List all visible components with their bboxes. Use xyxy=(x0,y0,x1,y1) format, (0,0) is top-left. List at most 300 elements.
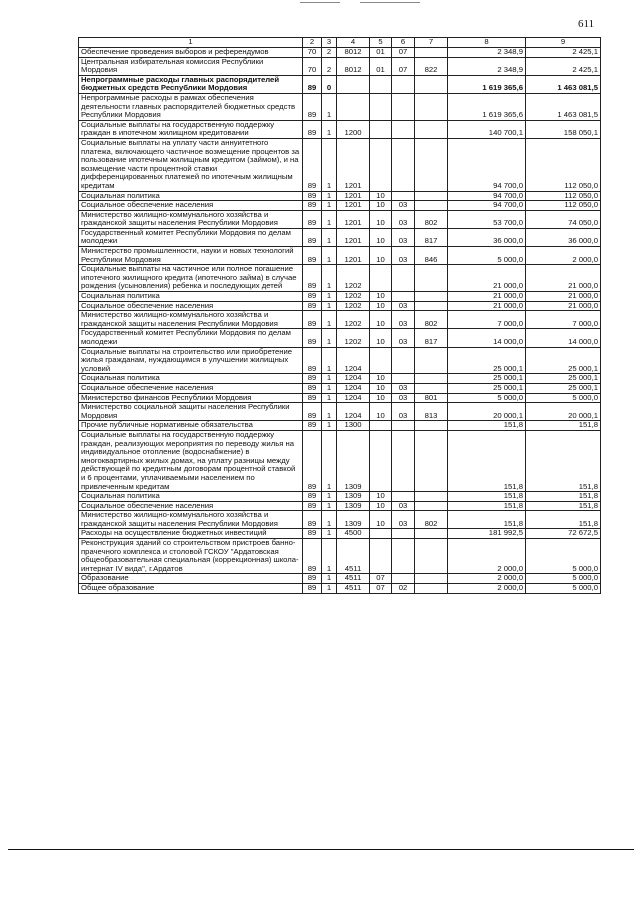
col-3-cell: 1 xyxy=(322,347,337,374)
col-4-cell: 1204 xyxy=(337,383,370,393)
col-2-cell: 89 xyxy=(303,138,322,191)
col-2-cell: 89 xyxy=(303,584,322,594)
col-6-cell: 03 xyxy=(392,393,415,403)
col-7-cell xyxy=(415,48,448,58)
col-5-cell: 10 xyxy=(370,301,392,311)
table-row xyxy=(79,57,601,75)
col-8-amount: 2 000,0 xyxy=(448,574,526,584)
col-9-amount: 7 000,0 xyxy=(526,311,601,329)
col-7-cell xyxy=(415,501,448,511)
column-header: 2 xyxy=(303,38,322,48)
col-4-cell: 1200 xyxy=(337,120,370,138)
row-label: Расходы на осуществление бюджетных инвестиций xyxy=(79,529,303,539)
col-6-cell xyxy=(392,93,415,120)
col-5-cell xyxy=(370,430,392,491)
col-9-amount: 151,8 xyxy=(526,501,601,511)
col-9-amount: 1 463 081,5 xyxy=(526,75,601,93)
col-5-cell: 10 xyxy=(370,311,392,329)
col-3-cell: 1 xyxy=(322,228,337,246)
col-5-cell: 07 xyxy=(370,584,392,594)
col-7-cell: 801 xyxy=(415,393,448,403)
col-2-cell: 89 xyxy=(303,374,322,384)
col-4-cell: 1201 xyxy=(337,191,370,201)
table-row xyxy=(79,93,601,120)
col-7-cell xyxy=(415,529,448,539)
row-label: Реконструкция зданий со строительством пристроев банно-прачечного комплекса и столовой ГСКОУ "Ардатовская общеобразовательная специальная (коррекционная) школа-интернат IV вида", г.Ардатов xyxy=(79,539,303,574)
col-9-amount: 1 463 081,5 xyxy=(526,93,601,120)
col-3-cell: 1 xyxy=(322,292,337,302)
row-label: Социальные выплаты на строительство или приобретение жилья гражданам, нуждающимся в улучшении жилищных условий xyxy=(79,347,303,374)
col-5-cell: 10 xyxy=(370,511,392,529)
table-row xyxy=(79,201,601,211)
col-7-cell xyxy=(415,347,448,374)
col-6-cell xyxy=(392,292,415,302)
col-4-cell: 4500 xyxy=(337,529,370,539)
col-2-cell: 89 xyxy=(303,403,322,421)
col-3-cell: 1 xyxy=(322,201,337,211)
col-2-cell: 89 xyxy=(303,574,322,584)
footer-divider xyxy=(8,849,634,850)
col-6-cell xyxy=(392,430,415,491)
col-3-cell: 1 xyxy=(322,120,337,138)
col-3-cell: 1 xyxy=(322,191,337,201)
row-label: Социальная политика xyxy=(79,191,303,201)
table-row xyxy=(79,374,601,384)
budget-table xyxy=(78,37,601,594)
col-2-cell: 89 xyxy=(303,120,322,138)
col-3-cell: 1 xyxy=(322,383,337,393)
col-9-amount: 25 000,1 xyxy=(526,347,601,374)
col-6-cell: 03 xyxy=(392,501,415,511)
col-3-cell: 1 xyxy=(322,403,337,421)
row-label: Социальные выплаты на уплату части аннуитетного платежа, включающего частичное возмещение процентов за пользование ипотечным жилищным кредитом (займом), и на возмещение части процентной ставки дифференцированных платежей по ипотечным жилищным кредитам xyxy=(79,138,303,191)
col-2-cell: 89 xyxy=(303,93,322,120)
col-8-amount: 2 348,9 xyxy=(448,48,526,58)
col-7-cell xyxy=(415,292,448,302)
col-8-amount: 20 000,1 xyxy=(448,403,526,421)
col-6-cell: 02 xyxy=(392,584,415,594)
col-2-cell: 89 xyxy=(303,265,322,292)
col-9-amount: 20 000,1 xyxy=(526,403,601,421)
col-8-amount: 21 000,0 xyxy=(448,292,526,302)
row-label: Социальное обеспечение населения xyxy=(79,201,303,211)
col-6-cell xyxy=(392,529,415,539)
col-5-cell: 10 xyxy=(370,247,392,265)
col-5-cell: 10 xyxy=(370,210,392,228)
row-label: Государственный комитет Республики Мордовия по делам молодежи xyxy=(79,329,303,347)
column-header: 6 xyxy=(392,38,415,48)
col-7-cell xyxy=(415,75,448,93)
col-2-cell: 89 xyxy=(303,421,322,431)
col-9-amount: 112 050,0 xyxy=(526,191,601,201)
col-3-cell: 1 xyxy=(322,329,337,347)
row-label: Обеспечение проведения выборов и референдумов xyxy=(79,48,303,58)
col-9-amount: 36 000,0 xyxy=(526,228,601,246)
col-6-cell xyxy=(392,374,415,384)
row-label: Министерство жилищно-коммунального хозяйства и гражданской защиты населения Республики Мордовия xyxy=(79,210,303,228)
col-5-cell: 10 xyxy=(370,492,392,502)
row-label: Прочие публичные нормативные обязательства xyxy=(79,421,303,431)
col-6-cell: 03 xyxy=(392,383,415,393)
col-5-cell: 01 xyxy=(370,57,392,75)
col-3-cell: 1 xyxy=(322,501,337,511)
col-8-amount: 7 000,0 xyxy=(448,311,526,329)
col-5-cell: 10 xyxy=(370,191,392,201)
col-7-cell xyxy=(415,93,448,120)
col-2-cell: 89 xyxy=(303,511,322,529)
column-header: 1 xyxy=(79,38,303,48)
col-7-cell xyxy=(415,374,448,384)
col-8-amount: 151,8 xyxy=(448,421,526,431)
col-3-cell: 1 xyxy=(322,511,337,529)
col-3-cell: 1 xyxy=(322,301,337,311)
column-header: 4 xyxy=(337,38,370,48)
col-4-cell: 4511 xyxy=(337,539,370,574)
row-label: Министерство жилищно-коммунального хозяйства и гражданской защиты населения Республики Мордовия xyxy=(79,311,303,329)
col-4-cell: 1309 xyxy=(337,492,370,502)
column-header: 9 xyxy=(526,38,601,48)
col-5-cell: 10 xyxy=(370,501,392,511)
table-row xyxy=(79,501,601,511)
table-row xyxy=(79,492,601,502)
col-6-cell: 03 xyxy=(392,210,415,228)
col-6-cell xyxy=(392,539,415,574)
table-row xyxy=(79,529,601,539)
col-8-amount: 2 000,0 xyxy=(448,539,526,574)
row-label: Министерство промышленности, науки и новых технологий Республики Мордовия xyxy=(79,247,303,265)
col-2-cell: 89 xyxy=(303,191,322,201)
col-7-cell: 846 xyxy=(415,247,448,265)
col-7-cell xyxy=(415,301,448,311)
page-number: 611 xyxy=(578,18,595,30)
col-4-cell: 4511 xyxy=(337,584,370,594)
col-9-amount: 2 425,1 xyxy=(526,57,601,75)
col-9-amount: 72 672,5 xyxy=(526,529,601,539)
col-3-cell: 0 xyxy=(322,75,337,93)
col-5-cell: 10 xyxy=(370,228,392,246)
col-7-cell: 802 xyxy=(415,511,448,529)
row-label: Министерство жилищно-коммунального хозяйства и гражданской защиты населения Республики Мордовия xyxy=(79,511,303,529)
table-row xyxy=(79,329,601,347)
col-7-cell: 802 xyxy=(415,210,448,228)
col-6-cell xyxy=(392,265,415,292)
col-7-cell xyxy=(415,584,448,594)
table-row xyxy=(79,539,601,574)
col-7-cell xyxy=(415,138,448,191)
col-9-amount: 25 000,1 xyxy=(526,383,601,393)
col-8-amount: 21 000,0 xyxy=(448,265,526,292)
col-9-amount: 2 425,1 xyxy=(526,48,601,58)
col-8-amount: 36 000,0 xyxy=(448,228,526,246)
col-2-cell: 89 xyxy=(303,347,322,374)
table-body xyxy=(79,48,601,594)
col-5-cell: 10 xyxy=(370,374,392,384)
col-9-amount: 151,8 xyxy=(526,430,601,491)
table-row xyxy=(79,301,601,311)
col-7-cell xyxy=(415,574,448,584)
col-8-amount: 94 700,0 xyxy=(448,138,526,191)
col-6-cell xyxy=(392,191,415,201)
row-label: Государственный комитет Республики Мордовия по делам молодежи xyxy=(79,228,303,246)
col-8-amount: 151,8 xyxy=(448,511,526,529)
col-9-amount: 158 050,1 xyxy=(526,120,601,138)
column-header: 8 xyxy=(448,38,526,48)
col-2-cell: 89 xyxy=(303,529,322,539)
column-header: 5 xyxy=(370,38,392,48)
col-5-cell: 10 xyxy=(370,403,392,421)
col-2-cell: 89 xyxy=(303,501,322,511)
col-6-cell xyxy=(392,138,415,191)
col-8-amount: 25 000,1 xyxy=(448,347,526,374)
col-2-cell: 89 xyxy=(303,75,322,93)
col-4-cell: 8012 xyxy=(337,57,370,75)
row-label: Социальные выплаты на частичное или полное погашение ипотечного жилищного кредита (ипотечного займа) в случае рождения (усыновления) ребенка и последующих детей xyxy=(79,265,303,292)
col-8-amount: 25 000,1 xyxy=(448,383,526,393)
col-4-cell xyxy=(337,75,370,93)
table-row xyxy=(79,584,601,594)
col-8-amount: 1 619 365,6 xyxy=(448,93,526,120)
col-5-cell xyxy=(370,138,392,191)
row-label: Непрограммные расходы в рамках обеспечения деятельности главных распорядителей бюджетных средств Республики Мордовия xyxy=(79,93,303,120)
col-8-amount: 25 000,1 xyxy=(448,374,526,384)
table-row xyxy=(79,48,601,58)
col-3-cell: 1 xyxy=(322,430,337,491)
col-5-cell: 10 xyxy=(370,329,392,347)
col-7-cell: 802 xyxy=(415,311,448,329)
col-3-cell: 2 xyxy=(322,57,337,75)
col-4-cell: 1204 xyxy=(337,374,370,384)
col-6-cell xyxy=(392,574,415,584)
col-4-cell: 1201 xyxy=(337,228,370,246)
row-label: Образование xyxy=(79,574,303,584)
col-8-amount: 2 348,9 xyxy=(448,57,526,75)
col-7-cell xyxy=(415,421,448,431)
col-8-amount: 181 992,5 xyxy=(448,529,526,539)
table-row xyxy=(79,265,601,292)
col-3-cell: 1 xyxy=(322,492,337,502)
table-row xyxy=(79,347,601,374)
table-row xyxy=(79,430,601,491)
row-label: Министерство финансов Республики Мордовия xyxy=(79,393,303,403)
col-9-amount: 112 050,0 xyxy=(526,138,601,191)
col-9-amount: 5 000,0 xyxy=(526,393,601,403)
col-2-cell: 89 xyxy=(303,301,322,311)
col-4-cell: 1201 xyxy=(337,201,370,211)
col-6-cell: 03 xyxy=(392,228,415,246)
col-7-cell xyxy=(415,383,448,393)
col-2-cell: 70 xyxy=(303,48,322,58)
col-9-amount: 21 000,0 xyxy=(526,301,601,311)
col-8-amount: 5 000,0 xyxy=(448,247,526,265)
col-5-cell: 10 xyxy=(370,201,392,211)
col-4-cell: 1202 xyxy=(337,301,370,311)
col-3-cell: 1 xyxy=(322,374,337,384)
scan-artifact-line xyxy=(360,2,420,3)
col-3-cell: 1 xyxy=(322,574,337,584)
col-4-cell: 1309 xyxy=(337,430,370,491)
col-9-amount: 151,8 xyxy=(526,492,601,502)
col-8-amount: 94 700,0 xyxy=(448,201,526,211)
col-9-amount: 5 000,0 xyxy=(526,574,601,584)
col-2-cell: 89 xyxy=(303,311,322,329)
col-7-cell: 822 xyxy=(415,57,448,75)
column-header-row xyxy=(79,38,601,48)
table-row xyxy=(79,311,601,329)
col-3-cell: 1 xyxy=(322,584,337,594)
col-5-cell xyxy=(370,75,392,93)
table-row xyxy=(79,210,601,228)
col-7-cell xyxy=(415,120,448,138)
col-2-cell: 89 xyxy=(303,210,322,228)
table-row xyxy=(79,75,601,93)
col-9-amount: 151,8 xyxy=(526,511,601,529)
col-9-amount: 21 000,0 xyxy=(526,265,601,292)
col-2-cell: 89 xyxy=(303,539,322,574)
col-4-cell: 4511 xyxy=(337,574,370,584)
table-row xyxy=(79,403,601,421)
column-header: 3 xyxy=(322,38,337,48)
col-6-cell: 07 xyxy=(392,57,415,75)
col-9-amount: 74 050,0 xyxy=(526,210,601,228)
col-5-cell xyxy=(370,120,392,138)
col-3-cell: 1 xyxy=(322,539,337,574)
col-6-cell: 07 xyxy=(392,48,415,58)
col-6-cell: 03 xyxy=(392,329,415,347)
column-header: 7 xyxy=(415,38,448,48)
row-label: Социальное обеспечение населения xyxy=(79,383,303,393)
col-4-cell: 1204 xyxy=(337,403,370,421)
col-6-cell: 03 xyxy=(392,403,415,421)
col-5-cell: 01 xyxy=(370,48,392,58)
col-5-cell xyxy=(370,93,392,120)
col-6-cell xyxy=(392,120,415,138)
col-9-amount: 14 000,0 xyxy=(526,329,601,347)
col-4-cell: 1202 xyxy=(337,311,370,329)
col-4-cell: 1202 xyxy=(337,329,370,347)
table-row xyxy=(79,228,601,246)
col-4-cell: 1201 xyxy=(337,138,370,191)
col-5-cell xyxy=(370,265,392,292)
col-6-cell xyxy=(392,421,415,431)
col-8-amount: 140 700,1 xyxy=(448,120,526,138)
table-row xyxy=(79,138,601,191)
col-9-amount: 112 050,0 xyxy=(526,201,601,211)
col-3-cell: 1 xyxy=(322,93,337,120)
col-7-cell xyxy=(415,265,448,292)
table-row xyxy=(79,120,601,138)
table-row xyxy=(79,247,601,265)
col-6-cell xyxy=(392,347,415,374)
row-label: Социальные выплаты на государственную поддержку граждан, реализующих мероприятия по переводу жилья на индивидуальное отопление (водоснабжение) в многоквартирных жилых домах, на уплату разницы между действующей по кредитным договорам процентной ставкой и 6 процентами, уплачиваемыми населением по привлеченным кредитам xyxy=(79,430,303,491)
table-row xyxy=(79,393,601,403)
col-2-cell: 89 xyxy=(303,228,322,246)
col-9-amount: 2 000,0 xyxy=(526,247,601,265)
col-8-amount: 2 000,0 xyxy=(448,584,526,594)
col-4-cell: 8012 xyxy=(337,48,370,58)
col-9-amount: 5 000,0 xyxy=(526,539,601,574)
col-8-amount: 21 000,0 xyxy=(448,301,526,311)
col-8-amount: 94 700,0 xyxy=(448,191,526,201)
col-4-cell: 1201 xyxy=(337,247,370,265)
col-4-cell: 1201 xyxy=(337,210,370,228)
col-9-amount: 21 000,0 xyxy=(526,292,601,302)
col-8-amount: 151,8 xyxy=(448,501,526,511)
col-5-cell: 10 xyxy=(370,292,392,302)
col-2-cell: 89 xyxy=(303,329,322,347)
col-8-amount: 151,8 xyxy=(448,430,526,491)
row-label: Социальное обеспечение населения xyxy=(79,501,303,511)
col-6-cell: 03 xyxy=(392,301,415,311)
col-6-cell xyxy=(392,492,415,502)
col-8-amount: 1 619 365,6 xyxy=(448,75,526,93)
col-7-cell xyxy=(415,539,448,574)
col-5-cell xyxy=(370,529,392,539)
col-6-cell: 03 xyxy=(392,201,415,211)
col-4-cell xyxy=(337,93,370,120)
table-row xyxy=(79,292,601,302)
table-row xyxy=(79,383,601,393)
col-5-cell: 07 xyxy=(370,574,392,584)
row-label: Общее образование xyxy=(79,584,303,594)
col-5-cell xyxy=(370,347,392,374)
col-2-cell: 89 xyxy=(303,292,322,302)
row-label: Социальные выплаты на государственную поддержку граждан в ипотечном жилищном кредитовании xyxy=(79,120,303,138)
row-label: Непрограммные расходы главных распорядителей бюджетных средств Республики Мордовия xyxy=(79,75,303,93)
col-4-cell: 1300 xyxy=(337,421,370,431)
col-3-cell: 1 xyxy=(322,421,337,431)
col-9-amount: 25 000,1 xyxy=(526,374,601,384)
col-2-cell: 89 xyxy=(303,430,322,491)
col-3-cell: 1 xyxy=(322,393,337,403)
row-label: Центральная избирательная комиссия Республики Мордовия xyxy=(79,57,303,75)
col-3-cell: 1 xyxy=(322,529,337,539)
col-2-cell: 89 xyxy=(303,247,322,265)
col-2-cell: 89 xyxy=(303,393,322,403)
col-8-amount: 5 000,0 xyxy=(448,393,526,403)
col-8-amount: 53 700,0 xyxy=(448,210,526,228)
col-3-cell: 1 xyxy=(322,265,337,292)
col-2-cell: 89 xyxy=(303,383,322,393)
table-row xyxy=(79,511,601,529)
col-5-cell xyxy=(370,421,392,431)
col-4-cell: 1204 xyxy=(337,347,370,374)
col-5-cell: 10 xyxy=(370,383,392,393)
col-7-cell: 817 xyxy=(415,329,448,347)
col-4-cell: 1309 xyxy=(337,511,370,529)
col-4-cell: 1204 xyxy=(337,393,370,403)
col-4-cell: 1309 xyxy=(337,501,370,511)
col-9-amount: 151,8 xyxy=(526,421,601,431)
col-3-cell: 1 xyxy=(322,247,337,265)
col-3-cell: 1 xyxy=(322,311,337,329)
col-5-cell xyxy=(370,539,392,574)
row-label: Социальное обеспечение населения xyxy=(79,301,303,311)
table-row xyxy=(79,191,601,201)
col-7-cell xyxy=(415,430,448,491)
col-6-cell: 03 xyxy=(392,511,415,529)
col-8-amount: 151,8 xyxy=(448,492,526,502)
table-row xyxy=(79,421,601,431)
col-9-amount: 5 000,0 xyxy=(526,584,601,594)
col-4-cell: 1202 xyxy=(337,292,370,302)
col-7-cell: 813 xyxy=(415,403,448,421)
col-3-cell: 1 xyxy=(322,138,337,191)
row-label: Министерство социальной защиты населения Республики Мордовия xyxy=(79,403,303,421)
col-8-amount: 14 000,0 xyxy=(448,329,526,347)
col-2-cell: 89 xyxy=(303,201,322,211)
row-label: Социальная политика xyxy=(79,374,303,384)
col-2-cell: 89 xyxy=(303,492,322,502)
